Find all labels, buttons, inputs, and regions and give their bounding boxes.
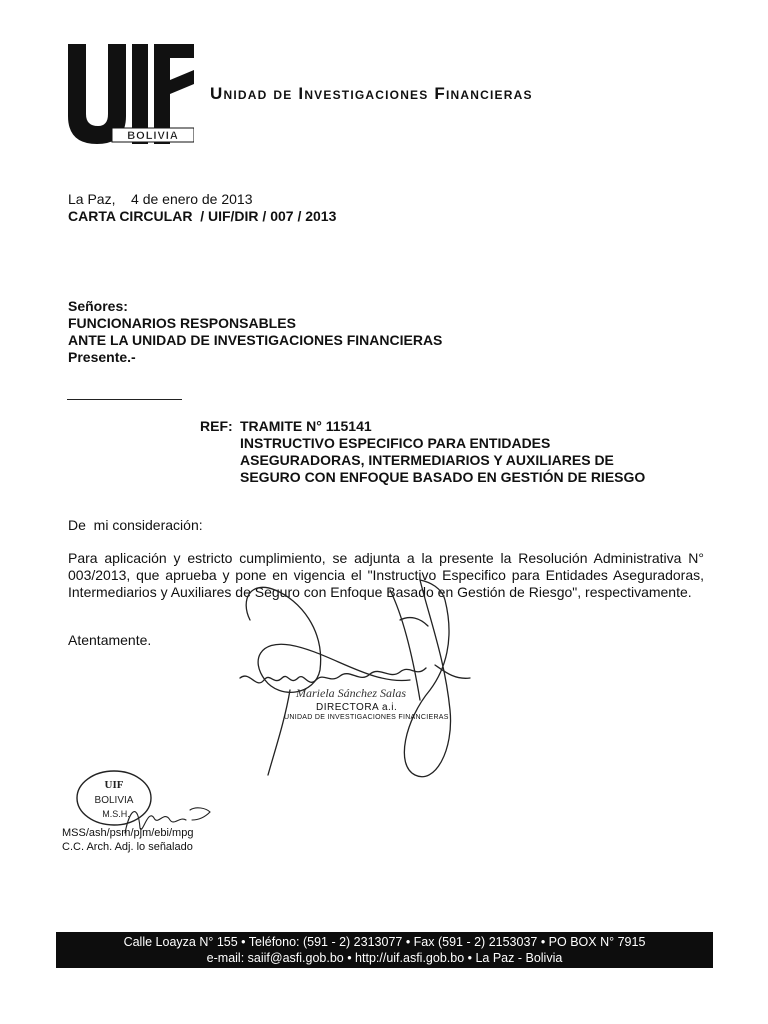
recipient-line: FUNCIONARIOS RESPONSABLES xyxy=(68,315,296,331)
signatory-unit: UNIDAD DE INVESTIGACIONES FINANCIERAS xyxy=(284,714,449,721)
recipient-block xyxy=(68,298,442,366)
initials-block xyxy=(62,826,193,854)
place-date: La Paz, 4 de enero de 2013 xyxy=(68,191,253,207)
footer-bar xyxy=(56,932,713,968)
stamp-line: UIF xyxy=(104,779,124,791)
reference-line: SEGURO CON ENFOQUE BASADO EN GESTIÓN DE RIESGO xyxy=(240,469,646,485)
footer-contact: e-mail: saiif@asfi.gob.bo • http://uif.asfi.gob.bo • La Paz - Bolivia xyxy=(206,951,563,965)
signatory-name: Mariela Sánchez Salas xyxy=(296,686,406,700)
body-paragraph: Para aplicación y estricto cumplimiento, se adjunta a la presente la Resolución Administrativa N° 003/2013, que aprueba y pone en vigencia el "Instructivo Especifico para Entidades Aseguradoras, Intermediarios y Auxiliares de Seguro con Enfoque Basado en Gestión de Riesgo", respectivamente. xyxy=(68,550,704,600)
signatory-title: DIRECTORA a.i. xyxy=(316,702,398,713)
handwritten-signature xyxy=(230,560,490,800)
recipient-line: Señores: xyxy=(68,298,128,314)
reference-line: INSTRUCTIVO ESPECIFICO PARA ENTIDADES xyxy=(240,435,551,451)
circular-reference: CARTA CIRCULAR / UIF/DIR / 007 / 2013 xyxy=(68,208,337,224)
initials-line: MSS/ash/psm/pjm/ebi/mpg xyxy=(62,827,194,839)
reference-line: TRAMITE N° 115141 xyxy=(240,418,372,434)
reference-line: ASEGURADORAS, INTERMEDIARIOS Y AUXILIARES DE xyxy=(240,452,614,468)
divider-line xyxy=(67,399,182,400)
stamp-line: BOLIVIA xyxy=(94,795,134,806)
closing: Atentamente. xyxy=(68,632,152,648)
stamp-line: M.S.H. xyxy=(102,809,130,819)
logo-country-text: BOLIVIA xyxy=(127,130,179,142)
recipient-line: ANTE LA UNIDAD DE INVESTIGACIONES FINANCIERAS xyxy=(68,332,443,348)
reference-label: REF: xyxy=(200,418,233,434)
uif-logo xyxy=(66,44,194,152)
copy-to-line: C.C. Arch. Adj. lo señalado xyxy=(62,841,193,853)
reference-block xyxy=(200,418,645,486)
greeting: De mi consideración: xyxy=(68,517,203,533)
footer-address: Calle Loayza N° 155 • Teléfono: (591 - 2) 2313077 • Fax (591 - 2) 2153037 • PO BOX N° 7915 xyxy=(123,935,646,949)
organization-name: Unidad de Investigaciones Financieras xyxy=(210,84,533,103)
recipient-line: Presente.- xyxy=(68,349,136,365)
